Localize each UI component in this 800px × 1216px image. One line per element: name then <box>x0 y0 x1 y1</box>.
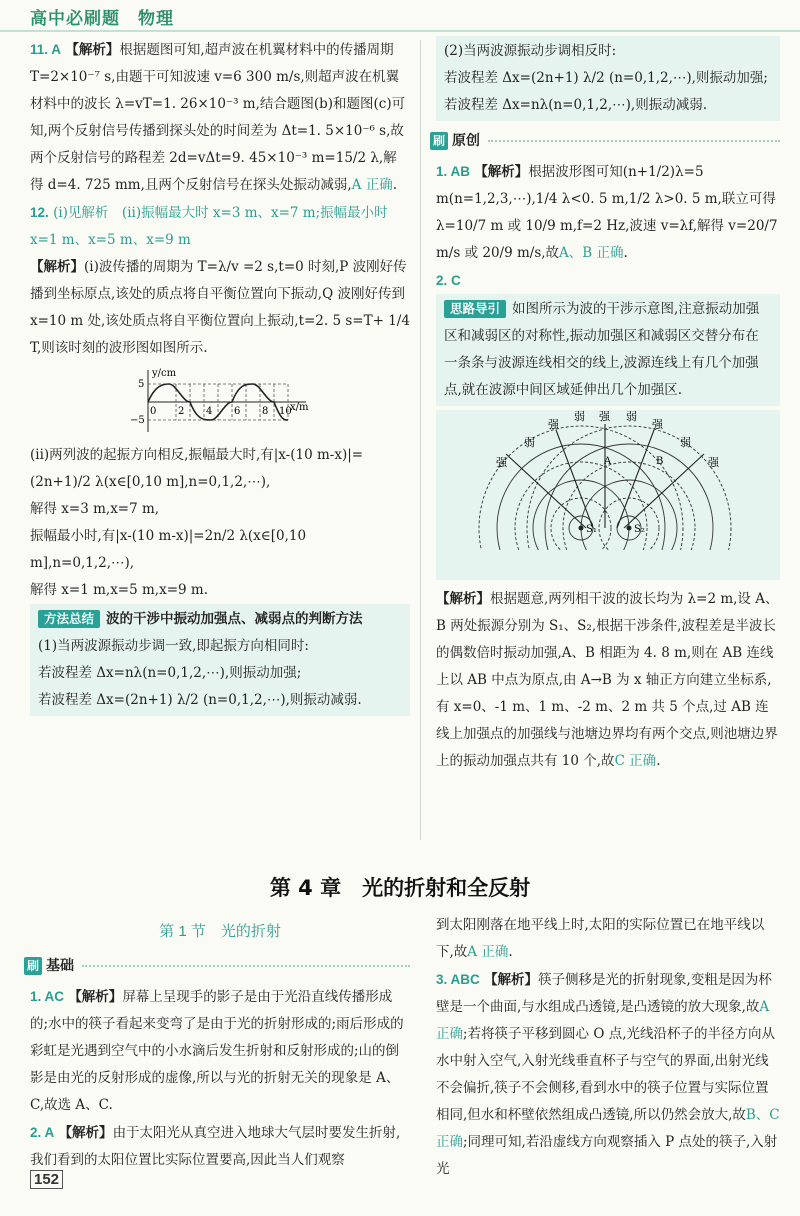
method-line: 若波程差 Δx=nλ(n=0,1,2,⋯),则振动减弱. <box>444 97 707 113</box>
answer-12-analysis <box>30 254 410 362</box>
analysis-tag: 【解析】 <box>65 42 120 58</box>
analysis-text: 到太阳刚落在地平线上时,太阳的实际位置已在地平线以下,故 <box>436 917 765 960</box>
analysis-tag: 【解析】 <box>436 591 490 607</box>
answer-3-light <box>436 966 780 1183</box>
analysis-text: 筷子侧移是光的折射现象,变粗是因为杯壁是一个曲面,与水组成凸透镜,是凸透镜的放大现象,故 <box>436 972 772 1015</box>
region-label: 弱 <box>574 410 585 423</box>
brush-icon: 刷 <box>24 957 42 975</box>
analysis-text: ;同理可知,若沿虚线方向观察插入 P 点处的筷子,入射光 <box>436 1134 778 1177</box>
method-line: (2)当两波源振动步调相反时: <box>444 43 617 59</box>
analysis-text: 解得 x=3 m,x=7 m, <box>30 501 160 517</box>
method-title: 波的干涉中振动加强点、减弱点的判断方法 <box>106 611 363 627</box>
chapter-title: 第 4 章 光的折射和全反射 <box>269 876 531 900</box>
answer-highlight: A 正确 <box>436 999 770 1042</box>
analysis-text: (ii)两列波的起振方向相反,振幅最大时,有|x-(10 m-x)|=(2n+1)/2 λ(x∈[0,10 m],n=0,1,2,⋯), <box>30 447 364 490</box>
y-tick-label: 5 <box>138 379 145 390</box>
bottom-left-column <box>26 946 410 1174</box>
analysis-tag: 【解析】 <box>68 989 123 1005</box>
analysis-tag: 【解析】 <box>484 972 539 988</box>
answer-highlight: B、C 正确 <box>436 1107 780 1150</box>
answer-2-light <box>30 1119 410 1174</box>
answer-2-analysis <box>436 586 780 775</box>
x-tick-label: 8 <box>262 406 269 417</box>
point-label: A <box>604 456 612 467</box>
brush-icon: 刷 <box>430 132 448 150</box>
method-summary-continued <box>436 36 780 121</box>
region-label: 强 <box>548 418 559 431</box>
y-tick-label: −5 <box>130 415 145 426</box>
region-label: 强 <box>708 456 719 469</box>
section-title: 第 1 节 光的折射 <box>159 923 281 940</box>
point-label: B <box>656 456 664 467</box>
right-column <box>432 36 780 775</box>
x-tick-label: 2 <box>178 406 185 417</box>
analysis-tag: 【解析】 <box>30 259 84 275</box>
analysis-text: 振幅最小时,有|x-(10 m-x)|=2n/2 λ(x∈[0,10 m],n=0,1,2,⋯), <box>30 528 307 571</box>
region-label: 强 <box>652 418 663 431</box>
question-number: 11. A <box>30 42 62 57</box>
question-number: 2. C <box>436 273 461 288</box>
page-number: 152 <box>30 1170 63 1189</box>
section-title: 原创 <box>452 132 480 148</box>
answer-highlight: A、B 正确 <box>559 245 624 261</box>
method-tag: 方法总结 <box>38 610 100 628</box>
bottom-right-column <box>436 912 780 1183</box>
answer-1-light <box>30 983 410 1119</box>
analysis-text: 根据题意,两列相干波的波长均为 λ=2 m,设 A、B 两处振源分别为 S₁、S₂,根据干涉条件,波程差是半波长的偶数倍时振动加强,A、B 相距为 4. 8 m,则在 AB 连线上以 AB 中点为原点,由 A→B 为 x 轴正方向建立坐标系,有 x=0、-1 m、1 m、-2 m、2 m 共 5 个点,过 AB 连线上加强点的加强线与池塘边界均有两个交点,则池塘边界上的振动加强点共有 10 个,故 <box>436 591 779 769</box>
guide-tag: 思路导引 <box>444 300 506 318</box>
section-bar-jichu <box>24 952 410 979</box>
x-axis-label: x/m <box>290 402 309 413</box>
analysis-text: 解得 x=1 m,x=5 m,x=9 m. <box>30 582 208 598</box>
analysis-text: (i)波传播的周期为 T=λ/v =2 s,t=0 时刻,P 波刚好传播到坐标原点,该处的质点将自平衡位置向下振动,Q 波刚好传到 x=10 m 处,该处质点将自平衡位置向上振动,t=2. 5 s=T+ 1/4 T,则该时刻的波形图如图所示. <box>30 259 410 356</box>
dotted-rule <box>82 965 410 967</box>
method-line: (1)当两波源振动步调一致,即起振方向相同时: <box>38 638 309 654</box>
answer-11 <box>30 36 410 199</box>
answer-2-continued <box>436 912 780 966</box>
x-tick-label: 4 <box>206 406 213 417</box>
region-label: 强 <box>496 456 507 469</box>
x-tick-label: 10 <box>279 406 292 417</box>
region-label: 弱 <box>680 436 691 449</box>
analysis-tag: 【解析】 <box>474 164 529 180</box>
question-number: 12. <box>30 205 49 220</box>
left-column <box>30 36 410 716</box>
section-title: 基础 <box>46 957 74 973</box>
x-tick-label: 0 <box>150 406 157 417</box>
column-divider <box>420 40 421 840</box>
answer-12 <box>30 199 410 254</box>
header-title: 高中必刷题 物理 <box>30 9 174 29</box>
idea-guide-box <box>436 294 780 406</box>
punct: . <box>623 245 628 261</box>
analysis-text: ;若将筷子平移到圆心 O 点,光线沿杯子的半径方向从水中射入空气,入射光线垂直杯子与空气的界面,出射光线不会偏折,筷子不会侧移,看到水中的筷子位置与实际位置相同,但水和杯壁依然组成凸透镜,所以仍然会放大,故 <box>436 1026 775 1123</box>
question-number: 2. A <box>30 1125 55 1140</box>
method-summary-box <box>30 604 410 716</box>
header-rule <box>0 30 800 32</box>
source-label: S₂ <box>634 524 645 535</box>
question-number: 1. AC <box>30 989 65 1004</box>
punct: . <box>392 177 398 193</box>
y-axis-label: y/cm <box>152 368 177 379</box>
question-number: 3. ABC <box>436 972 480 987</box>
punct: . <box>656 753 661 769</box>
answer-highlight: A 正确 <box>351 177 393 193</box>
question-number: 1. AB <box>436 164 471 179</box>
region-label: 弱 <box>524 436 535 449</box>
graph-axes <box>148 370 306 432</box>
answer-summary: (i)见解析 (ii)振幅最大时 x=3 m、x=7 m;振幅最小时 x=1 m、x=5 m、x=9 m <box>30 205 388 248</box>
analysis-text: 根据题图可知,超声波在机翼材料中的传播周期 T=2×10⁻⁷ s,由题干可知波速 v=6 300 m/s,则超声波在机翼材料中的波长 λ=vT=1. 26×10⁻³ m,结合题图(b)和题图(c)可知,两个反射信号传播到探头处的时间差为 Δt=1. 5×10⁻⁶ s,故两个反射信号的路程差 2d=vΔt=9. 45×10⁻³ m=15/2 λ,解得 d=4. 725 mm,且两个反射信号在探头处振动减弱, <box>30 42 406 193</box>
section-bar-yuanchuang <box>430 127 780 154</box>
analysis-tag: 【解析】 <box>58 1125 113 1141</box>
method-line: 若波程差 Δx=(2n+1) λ/2 (n=0,1,2,⋯),则振动加强; <box>444 70 768 86</box>
analysis-text: 根据波形图可知(n+1/2)λ=5 m(n=1,2,3,⋯),1/4 λ<0. 5 m,1/2 λ>0. 5 m,联立可得 λ=10/7 m 或 10/9 m,f=2 Hz,波速 v=λf,解得 v=20/7 m/s 或 20/9 m/s,故 <box>436 164 778 261</box>
region-label: 弱 <box>626 410 637 423</box>
x-tick-label: 6 <box>234 406 241 417</box>
analysis-text: 屏幕上呈现手的影子是由于光沿直线传播形成的;水中的筷子看起来变弯了是由于光的折射形成的;雨后形成的彩虹是光遇到空气中的小水滴后发生折射和反射形成的;山的倒影是由光的反射形成的虚像,所以与光的折射无关的现象是 A、C,故选 A、C. <box>30 989 404 1113</box>
method-line: 若波程差 Δx=nλ(n=0,1,2,⋯),则振动加强; <box>38 665 302 681</box>
method-line: 若波程差 Δx=(2n+1) λ/2 (n=0,1,2,⋯),则振动减弱. <box>38 692 362 708</box>
answer-1 <box>436 158 780 267</box>
dotted-rule <box>488 140 780 142</box>
source-label: S₁ <box>586 524 597 535</box>
answer-highlight: C 正确 <box>614 753 657 769</box>
wave-graph <box>126 366 316 436</box>
punct: . <box>508 944 513 960</box>
answer-highlight: A 正确 <box>467 944 509 960</box>
interference-figure <box>436 410 780 580</box>
region-label: 强 <box>599 410 610 423</box>
analysis-text: 由于太阳光从真空进入地球大气层时要发生折射,我们看到的太阳位置比实际位置要高,因此当人们观察 <box>30 1125 401 1168</box>
guide-text: 如图所示为波的干涉示意图,注意振动加强区和减弱区的对称性,振动加强区和减弱区交替分布在一条条与波源连线相交的线上,波源连线上有几个加强点,就在波源中间区域延伸出几个加强区. <box>444 301 760 398</box>
